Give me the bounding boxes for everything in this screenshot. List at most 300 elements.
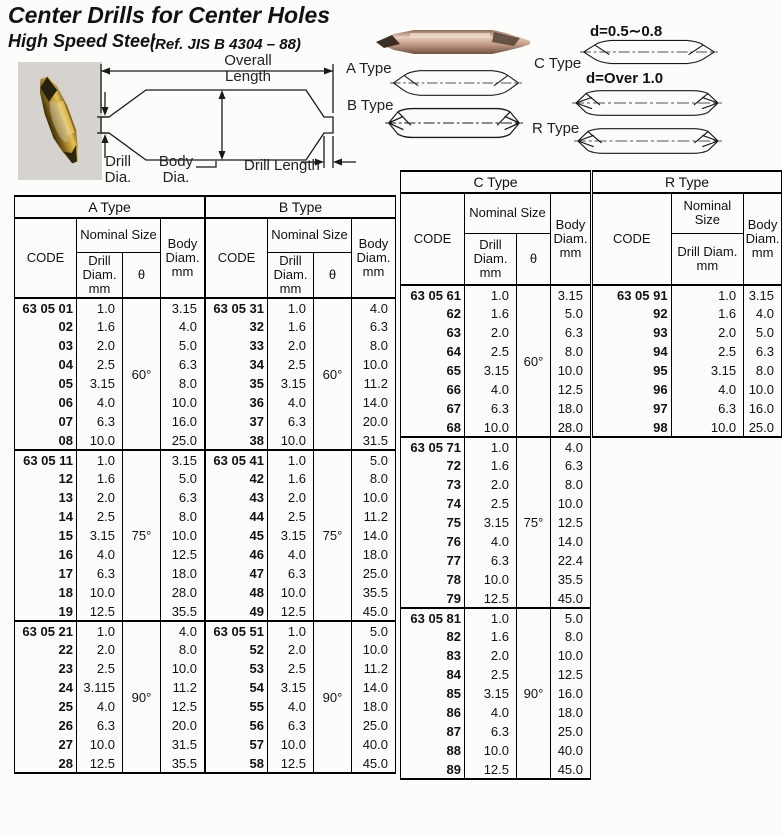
code-cell: 24: [15, 678, 77, 697]
code-cell: 04: [15, 355, 77, 374]
body-diam-cell: 3.15: [161, 450, 205, 469]
code-cell: 13: [15, 488, 77, 507]
body-diam-cell: 6.3: [352, 317, 396, 336]
drill-diam-cell: 4.0: [268, 697, 314, 716]
table-row: [15, 317, 205, 336]
body-diam-cell: 10.0: [161, 393, 205, 412]
body-diam-cell: 14.0: [352, 393, 396, 412]
table-row: [15, 659, 205, 678]
drill-diam-cell: 1.6: [77, 469, 123, 488]
code-cell: 22: [15, 640, 77, 659]
drill-diam-cell: 1.0: [77, 621, 123, 640]
body-diam-cell: 18.0: [161, 564, 205, 583]
body-diam-cell: 35.5: [161, 754, 205, 773]
code-cell: 68: [401, 418, 465, 437]
body-diam-cell: 5.0: [352, 450, 396, 469]
code-cell: 98: [593, 418, 672, 437]
body-diam-cell: 12.5: [161, 545, 205, 564]
theta-cell: 90°: [314, 621, 352, 773]
drill-diam-cell: 12.5: [465, 589, 517, 608]
type-heading: R Type: [593, 171, 782, 193]
drill-diam-cell: 2.0: [268, 640, 314, 659]
drill-diam-cell: 2.0: [77, 336, 123, 355]
body-diam-cell: 8.0: [161, 507, 205, 526]
theta-cell: 75°: [314, 450, 352, 621]
body-diam-cell: 10.0: [352, 488, 396, 507]
body-diam-cell: 12.5: [161, 697, 205, 716]
body-dia-label: Body Dia.: [158, 153, 194, 186]
drill-diam-header: Drill Diam. mm: [671, 233, 744, 285]
body-diam-cell: 28.0: [551, 418, 591, 437]
code-cell: 32: [206, 317, 268, 336]
drill-diam-cell: 2.5: [465, 665, 517, 684]
drill-diam-cell: 12.5: [268, 602, 314, 621]
c-type-table: [400, 170, 591, 780]
type-block: [206, 621, 396, 773]
code-cell: 12: [15, 469, 77, 488]
table-row: [593, 323, 782, 342]
body-diam-cell: 4.0: [551, 437, 591, 456]
drill-diam-cell: 10.0: [268, 735, 314, 754]
code-cell: 79: [401, 589, 465, 608]
c-large-note: d=Over 1.0: [586, 70, 664, 87]
table-row: [401, 627, 591, 646]
body-diam-cell: 18.0: [551, 703, 591, 722]
code-cell: 87: [401, 722, 465, 741]
table-row: [401, 646, 591, 665]
theta-header: θ: [517, 233, 551, 285]
drill-diam-cell: 6.3: [268, 564, 314, 583]
drill-diam-cell: 1.6: [465, 304, 517, 323]
drill-diam-cell: 4.0: [77, 545, 123, 564]
table-row: [206, 659, 396, 678]
table-row: [15, 336, 205, 355]
body-diam-cell: 10.0: [744, 380, 782, 399]
table-row: [206, 431, 396, 450]
drill-diam-cell: 3.15: [268, 678, 314, 697]
body-diam-cell: 25.0: [744, 418, 782, 437]
table-row: [206, 469, 396, 488]
body-diam-cell: 16.0: [744, 399, 782, 418]
code-cell: 62: [401, 304, 465, 323]
body-diam-cell: 10.0: [352, 355, 396, 374]
drill-diam-cell: 4.0: [465, 703, 517, 722]
drill-diam-cell: 6.3: [465, 722, 517, 741]
drill-diam-cell: 1.0: [268, 621, 314, 640]
table-row: [206, 602, 396, 621]
body-diam-cell: 10.0: [352, 640, 396, 659]
table-row: [15, 450, 205, 469]
type-block: [593, 285, 782, 437]
body-diam-cell: 8.0: [551, 342, 591, 361]
body-diam-cell: 6.3: [744, 342, 782, 361]
drill-diam-cell: 2.0: [77, 640, 123, 659]
code-cell: 52: [206, 640, 268, 659]
body-diam-cell: 28.0: [161, 583, 205, 602]
table-row: [15, 678, 205, 697]
drill-diam-cell: 1.6: [77, 317, 123, 336]
table-row: [15, 374, 205, 393]
table-row: [206, 716, 396, 735]
table-row: [401, 608, 591, 627]
code-cell: 82: [401, 627, 465, 646]
code-cell: 96: [593, 380, 672, 399]
body-diam-cell: 5.0: [551, 608, 591, 627]
code-cell: 95: [593, 361, 672, 380]
table-row: [401, 437, 591, 456]
body-diam-header: Body Diam. mm: [352, 218, 396, 298]
type-block: [401, 608, 591, 779]
drill-diam-cell: 3.15: [77, 526, 123, 545]
code-cell: 83: [401, 646, 465, 665]
body-diam-cell: 35.5: [551, 570, 591, 589]
body-diam-cell: 25.0: [161, 431, 205, 450]
body-diam-cell: 5.0: [744, 323, 782, 342]
table-row: [15, 507, 205, 526]
table-row: [593, 380, 782, 399]
table-row: [15, 298, 205, 317]
body-diam-cell: 11.2: [352, 507, 396, 526]
drill-diam-cell: 4.0: [465, 532, 517, 551]
body-diam-cell: 14.0: [352, 526, 396, 545]
table-row: [593, 361, 782, 380]
table-row: [593, 342, 782, 361]
drill-diam-cell: 12.5: [77, 754, 123, 773]
body-diam-header: Body Diam. mm: [161, 218, 205, 298]
table-row: [401, 342, 591, 361]
type-block: [15, 450, 205, 621]
drill-diam-cell: 10.0: [465, 570, 517, 589]
table-row: [401, 418, 591, 437]
table-row: [15, 469, 205, 488]
body-diam-cell: 8.0: [161, 640, 205, 659]
b-type-table: [205, 195, 396, 774]
body-diam-cell: 35.5: [161, 602, 205, 621]
table-row: [206, 317, 396, 336]
r-type-drawing: [574, 124, 722, 158]
table-row: [206, 412, 396, 431]
body-diam-cell: 4.0: [352, 298, 396, 317]
body-diam-cell: 20.0: [352, 412, 396, 431]
drill-diam-cell: 3.15: [671, 361, 744, 380]
body-diam-cell: 45.0: [352, 602, 396, 621]
nominal-size-header: Nominal Size: [671, 193, 744, 233]
table-row: [206, 336, 396, 355]
overall-length-label: Overall Length: [224, 52, 272, 85]
body-diam-cell: 8.0: [352, 469, 396, 488]
body-diam-cell: 14.0: [352, 678, 396, 697]
a-type-drawing: [390, 66, 522, 100]
drill-diam-cell: 1.0: [77, 298, 123, 317]
code-cell: 38: [206, 431, 268, 450]
code-cell: 63 05 51: [206, 621, 268, 640]
code-cell: 63 05 31: [206, 298, 268, 317]
drill-diam-cell: 3.15: [465, 361, 517, 380]
body-diam-cell: 16.0: [161, 412, 205, 431]
body-diam-cell: 3.15: [161, 298, 205, 317]
code-cell: 06: [15, 393, 77, 412]
code-cell: 93: [593, 323, 672, 342]
type-heading: C Type: [401, 171, 591, 193]
table-row: [401, 380, 591, 399]
drill-diam-cell: 10.0: [671, 418, 744, 437]
table-row: [401, 399, 591, 418]
table-row: [401, 494, 591, 513]
code-cell: 44: [206, 507, 268, 526]
type-block: [15, 621, 205, 773]
r-type-label: R Type: [532, 120, 580, 137]
code-cell: 77: [401, 551, 465, 570]
body-diam-header: Body Diam. mm: [551, 193, 591, 285]
table-row: [15, 355, 205, 374]
drill-diam-cell: 10.0: [77, 735, 123, 754]
code-cell: 85: [401, 684, 465, 703]
code-cell: 86: [401, 703, 465, 722]
code-cell: 28: [15, 754, 77, 773]
table-row: [15, 526, 205, 545]
table-row: [206, 697, 396, 716]
drill-diam-cell: 6.3: [268, 412, 314, 431]
drill-diam-cell: 1.0: [268, 298, 314, 317]
body-diam-cell: 12.5: [551, 513, 591, 532]
drill-diam-cell: 2.0: [268, 488, 314, 507]
code-cell: 08: [15, 431, 77, 450]
table-row: [401, 323, 591, 342]
table-row: [206, 526, 396, 545]
table-row: [15, 602, 205, 621]
code-cell: 45: [206, 526, 268, 545]
code-cell: 73: [401, 475, 465, 494]
code-cell: 03: [15, 336, 77, 355]
body-diam-cell: 8.0: [161, 374, 205, 393]
table-row: [206, 640, 396, 659]
table-row: [401, 760, 591, 779]
table-row: [206, 507, 396, 526]
body-diam-cell: 22.4: [551, 551, 591, 570]
body-diam-cell: 11.2: [352, 659, 396, 678]
drill-diam-header: Drill Diam. mm: [77, 252, 123, 298]
drill-diam-cell: 1.0: [465, 608, 517, 627]
code-cell: 47: [206, 564, 268, 583]
c-small-note: d=0.5∼0.8: [590, 23, 663, 40]
code-cell: 94: [593, 342, 672, 361]
code-cell: 63 05 21: [15, 621, 77, 640]
code-cell: 46: [206, 545, 268, 564]
table-row: [15, 393, 205, 412]
drill-diam-cell: 10.0: [77, 583, 123, 602]
drill-diam-cell: 3.115: [77, 678, 123, 697]
drill-diam-cell: 3.15: [465, 513, 517, 532]
code-cell: 56: [206, 716, 268, 735]
drill-diam-cell: 2.5: [465, 494, 517, 513]
code-cell: 17: [15, 564, 77, 583]
table-row: [206, 735, 396, 754]
theta-cell: 75°: [123, 450, 161, 621]
drill-diam-header: Drill Diam. mm: [268, 252, 314, 298]
type-block: [206, 298, 396, 450]
code-cell: 64: [401, 342, 465, 361]
code-cell: 16: [15, 545, 77, 564]
body-diam-cell: 40.0: [551, 741, 591, 760]
body-diam-cell: 31.5: [161, 735, 205, 754]
body-diam-cell: 10.0: [161, 526, 205, 545]
code-cell: 05: [15, 374, 77, 393]
table-row: [206, 621, 396, 640]
table-row: [206, 583, 396, 602]
drill-diam-cell: 6.3: [77, 716, 123, 735]
type-block: [401, 437, 591, 608]
nominal-size-header: Nominal Size: [268, 218, 352, 252]
code-cell: 26: [15, 716, 77, 735]
drill-diam-cell: 10.0: [465, 741, 517, 760]
drill-diam-cell: 2.0: [465, 475, 517, 494]
drill-diam-cell: 1.6: [465, 456, 517, 475]
code-cell: 67: [401, 399, 465, 418]
theta-cell: 60°: [517, 285, 551, 437]
drill-diam-cell: 4.0: [268, 545, 314, 564]
body-diam-cell: 3.15: [551, 285, 591, 304]
body-diam-cell: 5.0: [551, 304, 591, 323]
nominal-size-header: Nominal Size: [465, 193, 551, 233]
table-header: [593, 171, 782, 285]
table-row: [15, 545, 205, 564]
code-header: CODE: [401, 193, 465, 285]
table-row: [401, 589, 591, 608]
drill-diam-cell: 2.5: [77, 659, 123, 678]
table-row: [401, 684, 591, 703]
type-block: [206, 450, 396, 621]
theta-header: θ: [314, 252, 352, 298]
table-row: [206, 545, 396, 564]
drill-length-label: Drill Length: [244, 157, 320, 174]
drill-photo-image: [18, 62, 102, 180]
table-row: [401, 570, 591, 589]
drill-diam-cell: 6.3: [77, 412, 123, 431]
drill-diam-cell: 10.0: [465, 418, 517, 437]
code-cell: 88: [401, 741, 465, 760]
table-row: [401, 665, 591, 684]
code-cell: 37: [206, 412, 268, 431]
drill-diam-cell: 4.0: [465, 380, 517, 399]
body-diam-cell: 10.0: [551, 646, 591, 665]
table-header: [206, 196, 396, 298]
table-row: [401, 285, 591, 304]
drill-diam-header: Drill Diam. mm: [465, 233, 517, 285]
table-row: [206, 393, 396, 412]
code-cell: 15: [15, 526, 77, 545]
code-cell: 18: [15, 583, 77, 602]
code-cell: 14: [15, 507, 77, 526]
code-cell: 74: [401, 494, 465, 513]
code-cell: 42: [206, 469, 268, 488]
body-diam-cell: 3.15: [744, 285, 782, 304]
body-diam-cell: 10.0: [551, 361, 591, 380]
code-cell: 63 05 01: [15, 298, 77, 317]
drill-diam-cell: 10.0: [268, 583, 314, 602]
body-diam-cell: 6.3: [551, 323, 591, 342]
table-row: [206, 678, 396, 697]
type-heading: B Type: [206, 196, 396, 218]
drill-diam-cell: 1.6: [465, 627, 517, 646]
code-cell: 07: [15, 412, 77, 431]
code-cell: 35: [206, 374, 268, 393]
table-row: [206, 564, 396, 583]
table-row: [15, 754, 205, 773]
body-diam-cell: 31.5: [352, 431, 396, 450]
code-cell: 65: [401, 361, 465, 380]
body-diam-cell: 11.2: [352, 374, 396, 393]
drill-diam-cell: 1.6: [268, 317, 314, 336]
drill-photo-horizontal-image: [374, 24, 536, 60]
code-cell: 19: [15, 602, 77, 621]
body-diam-cell: 8.0: [551, 627, 591, 646]
drill-diam-cell: 2.5: [268, 659, 314, 678]
code-cell: 63 05 41: [206, 450, 268, 469]
table-row: [206, 298, 396, 317]
drill-diam-cell: 4.0: [268, 393, 314, 412]
body-diam-cell: 8.0: [744, 361, 782, 380]
body-diam-cell: 25.0: [352, 716, 396, 735]
body-diam-cell: 14.0: [551, 532, 591, 551]
body-diam-cell: 18.0: [352, 545, 396, 564]
drill-diam-cell: 6.3: [268, 716, 314, 735]
table-row: [206, 450, 396, 469]
c-type-large-drawing: [572, 86, 722, 120]
body-diam-cell: 12.5: [551, 380, 591, 399]
code-cell: 72: [401, 456, 465, 475]
drill-diam-cell: 1.0: [671, 285, 744, 304]
drill-diam-cell: 3.15: [268, 526, 314, 545]
table-row: [401, 532, 591, 551]
drill-diam-cell: 10.0: [77, 431, 123, 450]
table-row: [15, 488, 205, 507]
code-cell: 76: [401, 532, 465, 551]
drill-diam-cell: 1.6: [671, 304, 744, 323]
table-row: [206, 355, 396, 374]
drill-diam-cell: 12.5: [268, 754, 314, 773]
table-row: [15, 412, 205, 431]
code-cell: 33: [206, 336, 268, 355]
body-diam-cell: 10.0: [551, 494, 591, 513]
code-cell: 53: [206, 659, 268, 678]
table-row: [593, 285, 782, 304]
code-cell: 63 05 61: [401, 285, 465, 304]
drill-diam-cell: 2.0: [671, 323, 744, 342]
code-cell: 75: [401, 513, 465, 532]
table-row: [206, 488, 396, 507]
drill-diam-cell: 2.5: [77, 355, 123, 374]
table-row: [401, 703, 591, 722]
table-row: [15, 716, 205, 735]
body-diam-cell: 45.0: [352, 754, 396, 773]
code-cell: 02: [15, 317, 77, 336]
body-diam-cell: 45.0: [551, 589, 591, 608]
code-cell: 63 05 71: [401, 437, 465, 456]
body-diam-cell: 18.0: [551, 399, 591, 418]
nominal-size-header: Nominal Size: [77, 218, 161, 252]
drill-diam-cell: 1.0: [465, 285, 517, 304]
drill-photo-horizontal: [374, 24, 536, 60]
drill-diam-cell: 10.0: [268, 431, 314, 450]
drill-photo: [18, 62, 102, 180]
a-type-table: [14, 195, 205, 774]
code-cell: 34: [206, 355, 268, 374]
body-diam-cell: 12.5: [551, 665, 591, 684]
drill-diam-cell: 2.0: [465, 646, 517, 665]
table-row: [15, 621, 205, 640]
theta-cell: 60°: [123, 298, 161, 450]
type-block: [15, 298, 205, 450]
